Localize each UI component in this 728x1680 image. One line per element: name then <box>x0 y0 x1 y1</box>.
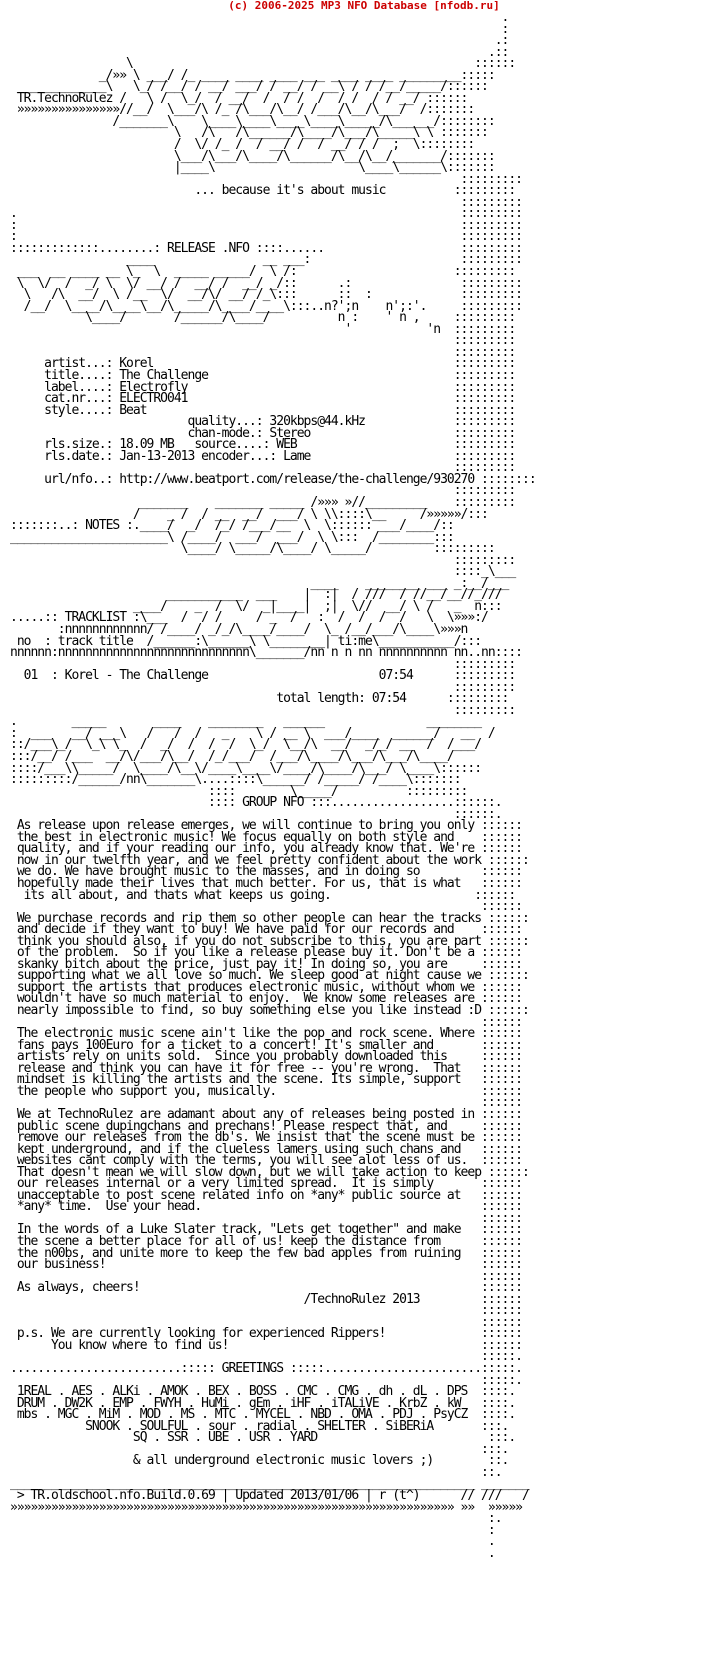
nfo-line: :. <box>10 1511 502 1527</box>
nfo-line: ____________________________________________________________________ _______ <box>10 1476 529 1492</box>
nfo-line: and decide if they want to buy! We have paid for our records and :::::: <box>10 922 522 938</box>
nfo-line: remove our releases from the db's. We insist that the scene must be :::::: <box>10 1130 522 1146</box>
nfo-line: : ___ __/ ___\ / / / _ \ / __ \ ___/____ ______/ __ / <box>10 725 495 741</box>
nfo-line: / \/ /_ / / __/ / / __/ / / ; \:::::::: <box>10 137 475 153</box>
nfo-line: :nnnnnnnnnnnn/ /____/ _/_/\____/____/ \_ /__/___/\____\»»»n <box>10 621 468 637</box>
nfo-line: That doesn't mean we will slow down, but we will take action to keep :::::: <box>10 1164 529 1180</box>
nfo-line: :::::. <box>10 1372 522 1388</box>
nfo-line: As always, cheers! :::::: <box>10 1280 522 1296</box>
nfo-text <box>10 12 728 1559</box>
nfo-line: /TechnoRulez 2013 :::::: <box>10 1291 522 1307</box>
nfo-line: . <box>10 1534 495 1550</box>
nfo-line: rls.date.: Jan-13-2013 encoder...: Lame ::::::::: <box>10 448 516 464</box>
nfo-line: quality, and if your reading our info, you already know that. We're :::::: <box>10 841 522 857</box>
nfo-line: In the words of a Luke Slater track, "Lets get together" and make :::::: <box>10 1222 522 1238</box>
nfo-line: artists rely on units sold. Since you probably downloaded this :::::: <box>10 1049 522 1065</box>
nfo-line: ::::::::: <box>10 194 522 210</box>
nfo-line: You know where to find us! :::::: <box>10 1337 522 1353</box>
nfo-line: support the artists that produces electronic music, without whom we :::::: <box>10 979 522 995</box>
nfo-line: we do. We have brought music to the masses, and in doing so :::::: <box>10 864 522 880</box>
nfo-line: its all about, and thats what keeps us going. :::::: <box>10 887 516 903</box>
nfo-line: :::::: <box>10 1303 522 1319</box>
nfo-line: : <box>10 21 509 37</box>
nfo-line: rls.size.: 18.09 MB source....: WEB ::::::::: <box>10 437 516 453</box>
nfo-line: \ /\ /\______/\____/\___/\_____\ \ ::::::: <box>10 125 488 141</box>
nfo-line: think you should also, if you do not subscribe to this, you are part :::::: <box>10 933 529 949</box>
nfo-line: We purchase records and rip them so other people can hear the tracks :::::: <box>10 910 529 926</box>
nfo-line: style....: Beat ::::::::: <box>10 402 516 418</box>
nfo-line: _/»» \ ___/ /_ ____ ____ ____ ___ ____ ____ _________::::: <box>10 67 495 83</box>
nfo-line: :::::: <box>10 1014 522 1030</box>
nfo-line: title....: The Challenge ::::::::: <box>10 367 516 383</box>
nfo-line: of the problem. So if you like a release please buy it. Don't be a :::::: <box>10 945 522 961</box>
nfo-line: »»»»»»»»»»»»»»»»»»»»»»»»»»»»»»»»»»»»»»»»»»»»»»»»»»»»»»»»»»»»»»»»» »» »»»»» <box>10 1499 522 1515</box>
nfo-viewer <box>10 12 728 1676</box>
nfo-line: ::::::. <box>10 806 502 822</box>
nfo-line: We at TechnoRulez are adamant about any of releases being posted in :::::: <box>10 1106 522 1122</box>
nfo-line: the n00bs, and unite more to keep the few bad apples from ruining :::::: <box>10 1245 522 1261</box>
nfo-line: ... because it's about music ::::::::: <box>10 183 516 199</box>
nfo-line: /__/ \____/\____\__/\_____/\____/____\:::..n?';n n';:'. ::::::::: <box>10 298 522 314</box>
nfo-line: :::::::..: NOTES :.____/ _/ /_/ /___/__ \ \:::::: ___/____/:: <box>10 518 454 534</box>
nfo-line: . _____ ____ ________ ______ ________ <box>10 714 482 730</box>
nfo-line: ____ __ ___: ::::::::: <box>10 252 522 268</box>
nfo-line: »»»»»»»»»»»»»»»//__/ \___/\ /_ /\___/\__/ /___/\__/\___/ /::::::: <box>10 102 475 118</box>
nfo-line: ___ __ ____ __ \_ \ _____ _____/ \ /: ::::::::: <box>10 264 516 280</box>
nfodb-copyright-link[interactable]: (c) 2006-2025 MP3 NFO Database [nfodb.ru] <box>228 0 500 12</box>
nfo-line: SNOOK . SOULFUL . sour . radial . SHELTER . SiBERiA :::. <box>10 1418 509 1434</box>
nfo-line: url/nfo..: http://www.beatport.com/release/the-challenge/930270 :::::::: <box>10 471 536 487</box>
nfo-line: _____________\ \_/ /__/ / __/ ___/ / __/ / __\ / / /__/_____/:::::: <box>10 79 488 95</box>
nfo-line: \ :::::: <box>10 56 516 72</box>
nfo-line: / _ / / __ __/ ___/ \ \\::::\__ /»»»»»/::: <box>10 506 488 522</box>
nfo-line: :::::: <box>10 1314 522 1330</box>
nfo-line: no : track title /______:\______\ \________| ti:me\___________/::: <box>10 633 482 649</box>
nfo-line: quality...: 320kbps@44.kHz ::::::::: <box>10 414 516 430</box>
nfo-line: & all underground electronic music lovers ;) ::. <box>10 1453 509 1469</box>
nfo-line: :::::: <box>10 1268 522 1284</box>
nfo-line: wouldn't have so much material to enjoy. We know some releases are :::::: <box>10 991 522 1007</box>
nfo-line: \ \/ / _/ \ \/ __/ / __/ / __/ _/:: .: ::::::::: <box>10 275 522 291</box>
nfo-line: \____/ \_____/\____/ \_____/ ::::::::: <box>10 541 495 557</box>
nfo-line: ::::::::: <box>10 702 516 718</box>
nfo-line: :::/__/ /___ __/\/___/\__/ /_/___/ /___/\____/\___/\___/\____/ <box>10 749 454 764</box>
nfo-line: SQ . SSR . UBE . USR . YARD :::. <box>10 1430 516 1446</box>
nfo-line: the people who support you, musically. :::::: <box>10 1083 522 1099</box>
nfo-line: label....: Electrofly ::::::::: <box>10 379 516 395</box>
nfo-line: ::::::::: <box>10 552 516 568</box>
nfo-line: :::::: <box>10 1095 522 1111</box>
nfo-line: release and think you can have it for free -- you're wrong. That :::::: <box>10 1060 522 1076</box>
nfo-line: our releases internal or a very limited spread. It is simply :::::: <box>10 1176 522 1192</box>
nfo-line: artist...: Korel ::::::::: <box>10 356 516 372</box>
nfo-line: :::::::::::::........: RELEASE .NFO ::::...... ::::::::: <box>10 240 522 256</box>
nfo-line: public scene dupingchans and prechans! Please respect that, and :::::: <box>10 1118 522 1134</box>
nfo-line: fans pays 100Euro for a ticket to a concert! It's smaller and :::::: <box>10 1037 522 1053</box>
nfo-line: nearly impossible to find, so buy something else you like instead :D :::::: <box>10 1003 529 1019</box>
nfo-line: skanky bitch about the price, just pay it! In doing so, you are :::::: <box>10 956 522 972</box>
nfo-line: ::::::::: <box>10 171 522 187</box>
nfo-line: the scene a better place for all of us! keep the distance from :::::: <box>10 1233 522 1249</box>
nfo-line: nnnnnn:nnnnnnnnnnnnnnnnnnnnnnnnnnnn\_______/nn n n nn nnnnnnnnnn nn..nn:::: <box>10 645 522 661</box>
nfo-line: ____ ________ ___ _:__/___ <box>10 575 509 591</box>
nfo-line: :::::: <box>10 899 522 915</box>
nfo-line: mindset is killing the artists and the scene. Its simple, support :::::: <box>10 1072 522 1088</box>
nfo-line: \____/ /______/\____/ n : ' n , ::::::::: <box>10 310 516 326</box>
nfo-line: ::/___\_/ \_\ \_ / _/ / / / \_/ \__/\ __/ _/_/ __ / /___/ <box>10 737 482 753</box>
nfo-line: chan-mode.: Stereo ::::::::: <box>10 425 516 441</box>
nfo-line: |____\ \____\______\::::::: <box>10 160 495 176</box>
nfo-line: DRUM . DW2K . EMP . FWYH . HuMi . gEm . iHF . iTALiVE . KrbZ . kW ::::. <box>10 1395 516 1411</box>
nfo-line: TR.TechnoRulez / \ / \_/ / __/ / / / / / / / / __/ :::::: <box>10 90 468 106</box>
nfo-line: :::::::::/______/nn\_______\....::::\______/ /_____/ /____\::::::: <box>10 772 461 788</box>
nfo-line: . <box>10 1545 495 1561</box>
nfo-line: .:: <box>10 44 509 60</box>
nfo-line: .: <box>10 33 509 49</box>
nfo-line: ::::::::: <box>10 333 516 349</box>
nfo-line: : <box>10 1522 495 1538</box>
nfo-line: now in our twelfth year, and we feel pretty confident about the work :::::: <box>10 852 529 868</box>
nfo-line: kept underground, and if the clueless lamers using such chans and :::::: <box>10 1141 522 1157</box>
nfo-line: 1REAL . AES . ALKi . AMOK . BEX . BOSS . CMC . CMG . dh . dL . DPS ::::. <box>10 1384 516 1400</box>
nfo-line: hopefully made their lives that much better. For us, that is what :::::: <box>10 876 522 892</box>
nfo-line: our business! :::::: <box>10 1257 522 1273</box>
nfo-line: supporting what we all love so much. We sleep good at night cause we :::::: <box>10 968 529 984</box>
nfo-line: ___________ ___ | :| / /// / //__/__//_/// <box>10 587 502 603</box>
nfo-line: ::::::::: <box>10 344 516 360</box>
nfo-line: :::::. <box>10 1349 522 1365</box>
nfo-line: ' 'n ::::::::: <box>10 321 516 337</box>
nfo-line: .....:: TRACKLIST :\___ / / / / _ / : / / / / \ \»»»:/ <box>10 610 488 626</box>
nfo-line: *any* time. Use your head. :::::: <box>10 1199 522 1215</box>
nfo-line: .........................::::: GREETINGS :::::.......................:::::. <box>10 1360 522 1376</box>
nfo-line: ::::::::: <box>10 679 516 695</box>
nfo-line: unacceptable to post scene related info on *any* public source at :::::: <box>10 1187 522 1203</box>
nfo-line: . ::::::::: <box>10 206 522 222</box>
nfo-line: ::::::::: <box>10 460 516 476</box>
nfo-line: :::. <box>10 1441 509 1457</box>
nfo-line: _______________________\ /____/ ___/ ___/ \ \::: /________::: <box>10 529 454 545</box>
nfo-line: ____/ _ / \/ _|____| ;| \// __/ \ / _ n::: <box>10 598 502 614</box>
nfo-line: total length: 07:54 ::::::::: <box>10 691 509 707</box>
nfo-line: ::::_\___ <box>10 564 516 580</box>
nfo-line: ::. <box>10 1464 502 1480</box>
nfo-line: As release upon release emerges, we will continue to bring you only :::::: <box>10 818 522 834</box>
nfo-line: \___/\___/\____/\______/\__/\__/_______/::::::: <box>10 148 495 164</box>
nfo-line: The electronic music scene ain't like the pop and rock scene. Where :::::: <box>10 1026 522 1042</box>
nfo-line: mbs . MGC . MiM . MOD . MS . MTC . MYCEL . NBD . OMA . PDJ . PsyCZ ::::. <box>10 1407 516 1423</box>
nfo-line: . <box>10 12 509 25</box>
nfo-line: p.s. We are currently looking for experienced Rippers! :::::: <box>10 1326 522 1342</box>
nfo-line: /_______\ \____\____\____\____\_____/\______/:::::::: <box>10 113 495 129</box>
nfo-line: :::::: <box>10 1210 522 1226</box>
nfo-line: : ::::::::: <box>10 217 522 233</box>
nfo-line: _______ _______ _____ /»»» »//_________ ::::::::: <box>10 494 516 510</box>
nfo-line: 01 : Korel - The Challenge 07:54 ::::::::: <box>10 668 516 684</box>
nfo-line: the best in electronic music! We focus equally on both style and :::::: <box>10 829 522 845</box>
nfo-line: :::: GROUP NFO :::..................::::::. <box>10 795 502 811</box>
nfo-line: ::::::::: <box>10 656 516 672</box>
nfo-line: cat.nr...: ELECTRO041 ::::::::: <box>10 391 516 407</box>
nfo-line: : ::::::::: <box>10 229 522 245</box>
nfo-line: websites cant comply with the terms, you will see alot less of us. :::::: <box>10 1153 522 1169</box>
nfo-line: ::::::::: <box>10 483 516 499</box>
nfo-line: ::::/___\\_____/ \____/\__\/____\____\/____/\____/\___/ \____\:::::: <box>10 760 482 776</box>
nfo-line: > TR.oldschool.nfo.Build.0.69 | Updated 2013/01/06 | r (t^) // /// / <box>10 1488 529 1503</box>
nfo-line: \ /\ __/ \ /__ \/ __/\/ __/ /_\::: :: : ::::::::: <box>10 287 522 303</box>
nfo-line: :::: \_____/ ::::::::: <box>10 783 468 799</box>
